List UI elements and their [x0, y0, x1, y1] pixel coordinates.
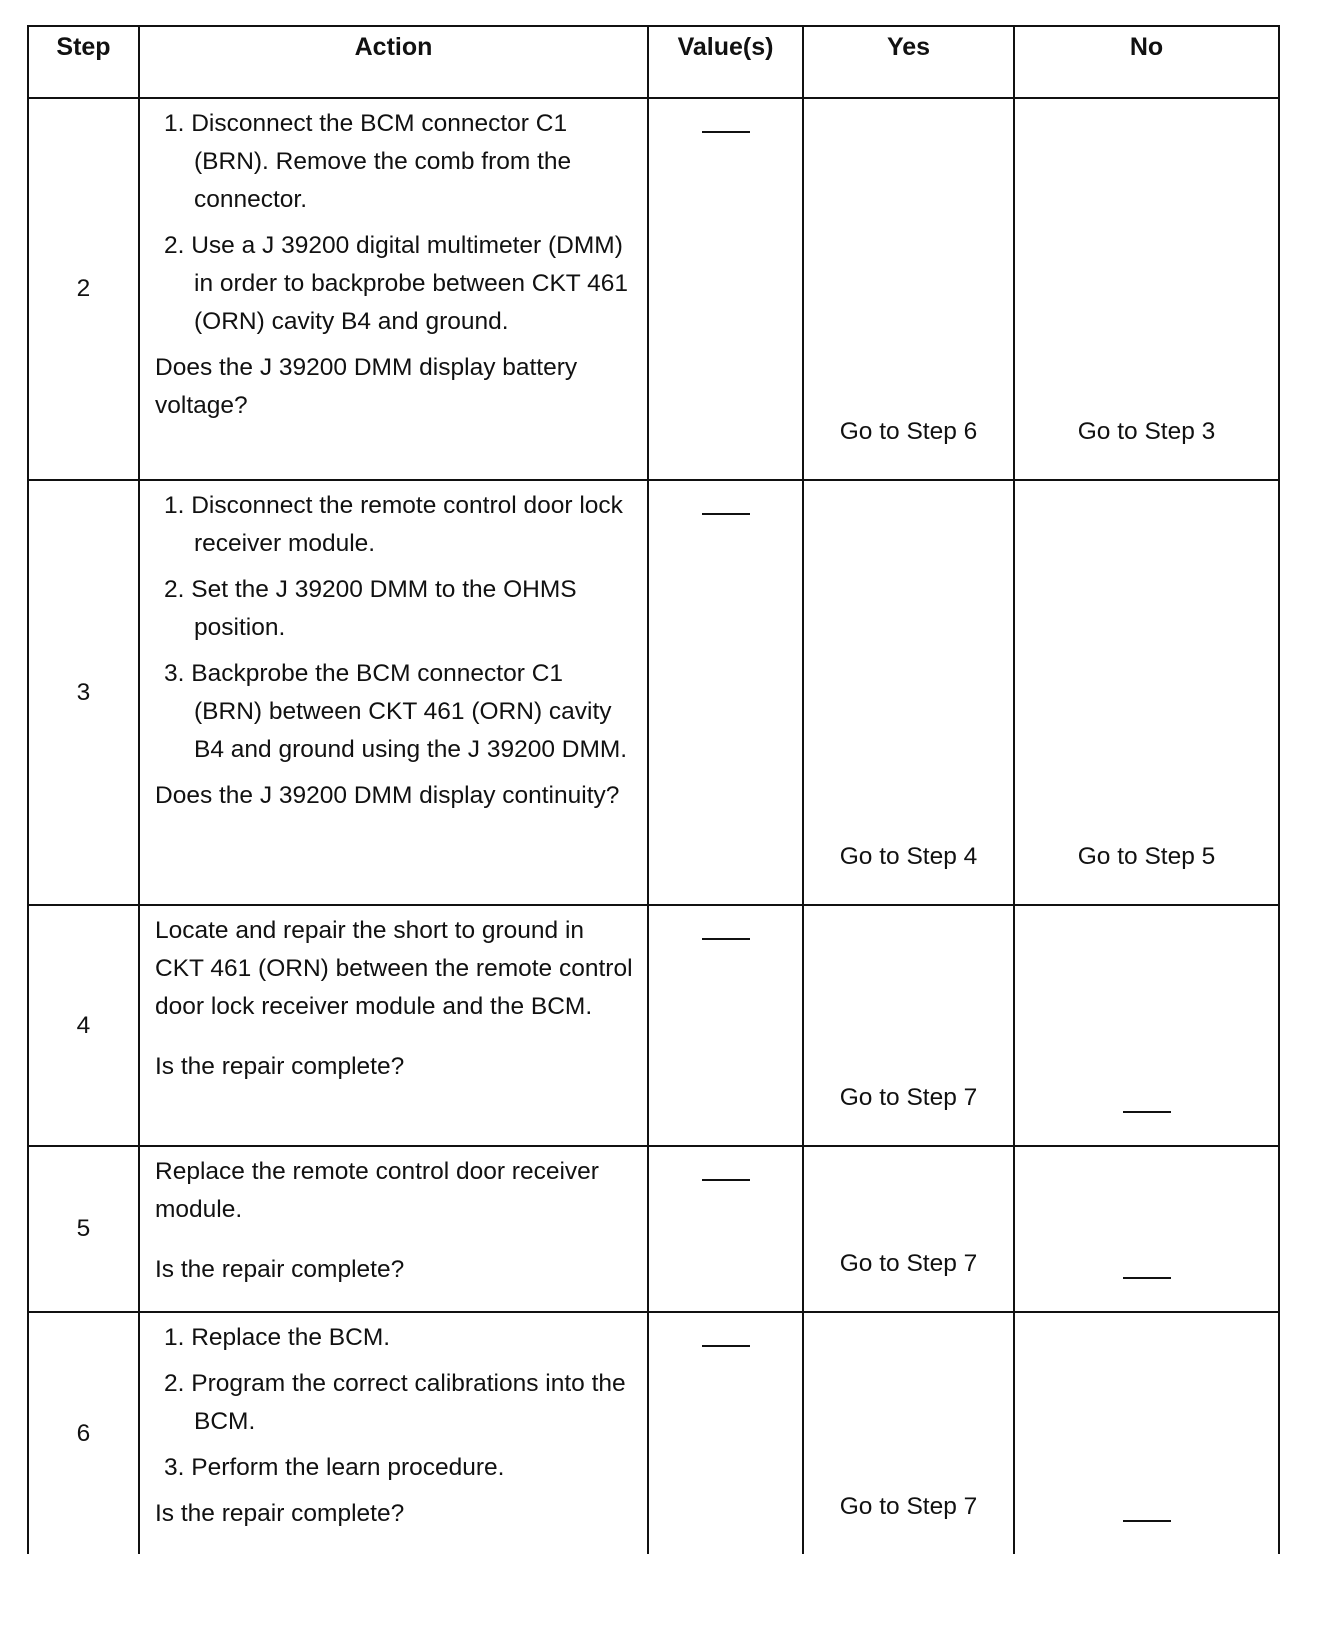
- action-item: 1. Replace the BCM.: [164, 1324, 391, 1351]
- value-cell: [648, 1146, 803, 1312]
- yes-cell: [803, 1312, 1014, 1554]
- yes-goto-text: Go to Step 4: [839, 843, 978, 870]
- header-values: Value(s): [648, 26, 803, 98]
- no-cell: [1014, 905, 1279, 1146]
- action-item: 1. Disconnect the remote control door lock receiver module.: [164, 492, 623, 557]
- yes-goto-text: Go to Step 7: [839, 1250, 978, 1277]
- no-cell: [1014, 98, 1279, 480]
- header-no: No: [1014, 26, 1279, 98]
- header-yes: Yes: [803, 26, 1014, 98]
- step-number: 5: [28, 1146, 139, 1312]
- action-cell: [139, 480, 648, 905]
- yes-cell: [803, 1146, 1014, 1312]
- table-row-step-2: [28, 98, 1279, 480]
- table-row-step-4: [28, 905, 1279, 1146]
- yes-goto-text: Go to Step 6: [839, 418, 978, 445]
- action-item: 3. Perform the learn procedure.: [164, 1454, 505, 1481]
- value-cell: [648, 905, 803, 1146]
- value-dash: [702, 131, 750, 134]
- header-step: Step: [28, 26, 139, 98]
- question-text: Does the J 39200 DMM display continuity?: [155, 782, 620, 809]
- question-text: Does the J 39200 DMM display battery voltage?: [155, 354, 578, 419]
- header-action: Action: [139, 26, 648, 98]
- table-row-step-3: [28, 480, 1279, 905]
- step-number: 3: [28, 480, 139, 905]
- no-cell: [1014, 1312, 1279, 1554]
- action-item: 1. Disconnect the BCM connector C1 (BRN). Remove the comb from the connector.: [164, 110, 572, 213]
- yes-goto-text: Go to Step 7: [839, 1084, 978, 1111]
- action-list: [155, 105, 635, 341]
- action-text: Replace the remote control door receiver module.: [155, 1158, 599, 1223]
- yes-cell: [803, 98, 1014, 480]
- step-number: 6: [28, 1312, 139, 1554]
- value-cell: [648, 98, 803, 480]
- no-dash: [1123, 1111, 1171, 1114]
- action-cell: [139, 1312, 648, 1554]
- no-cell: [1014, 1146, 1279, 1312]
- action-cell: [139, 905, 648, 1146]
- yes-cell: [803, 480, 1014, 905]
- value-dash: [702, 513, 750, 516]
- action-item: 3. Backprobe the BCM connector C1 (BRN) between CKT 461 (ORN) cavity B4 and ground using the J 39200 DMM.: [164, 660, 628, 763]
- action-text: Locate and repair the short to ground in CKT 461 (ORN) between the remote control door lock receiver module and the BCM.: [155, 917, 633, 1020]
- question-text: Is the repair complete?: [155, 1500, 405, 1527]
- yes-goto-text: Go to Step 7: [839, 1493, 978, 1520]
- action-item: 2. Use a J 39200 digital multimeter (DMM) in order to backprobe between CKT 461 (ORN) cavity B4 and ground.: [164, 232, 629, 335]
- yes-cell: [803, 905, 1014, 1146]
- action-list: [155, 487, 635, 769]
- value-dash: [702, 1179, 750, 1182]
- value-cell: [648, 1312, 803, 1554]
- value-dash: [702, 938, 750, 941]
- no-dash: [1123, 1520, 1171, 1523]
- diagnostic-table: [27, 25, 1280, 1554]
- table-row-step-5: [28, 1146, 1279, 1312]
- action-cell: [139, 98, 648, 480]
- value-dash: [702, 1345, 750, 1348]
- no-goto-text: Go to Step 5: [1077, 843, 1216, 870]
- no-cell: [1014, 480, 1279, 905]
- no-dash: [1123, 1277, 1171, 1280]
- question-text: Is the repair complete?: [155, 1053, 405, 1080]
- question-text: Is the repair complete?: [155, 1256, 405, 1283]
- step-number: 2: [28, 98, 139, 480]
- action-cell: [139, 1146, 648, 1312]
- action-list: [155, 1319, 635, 1487]
- value-cell: [648, 480, 803, 905]
- table-row-step-6: [28, 1312, 1279, 1554]
- action-item: 2. Program the correct calibrations into the BCM.: [164, 1370, 626, 1435]
- step-number: 4: [28, 905, 139, 1146]
- no-goto-text: Go to Step 3: [1077, 418, 1216, 445]
- header-row: [28, 26, 1279, 98]
- action-item: 2. Set the J 39200 DMM to the OHMS position.: [164, 576, 577, 641]
